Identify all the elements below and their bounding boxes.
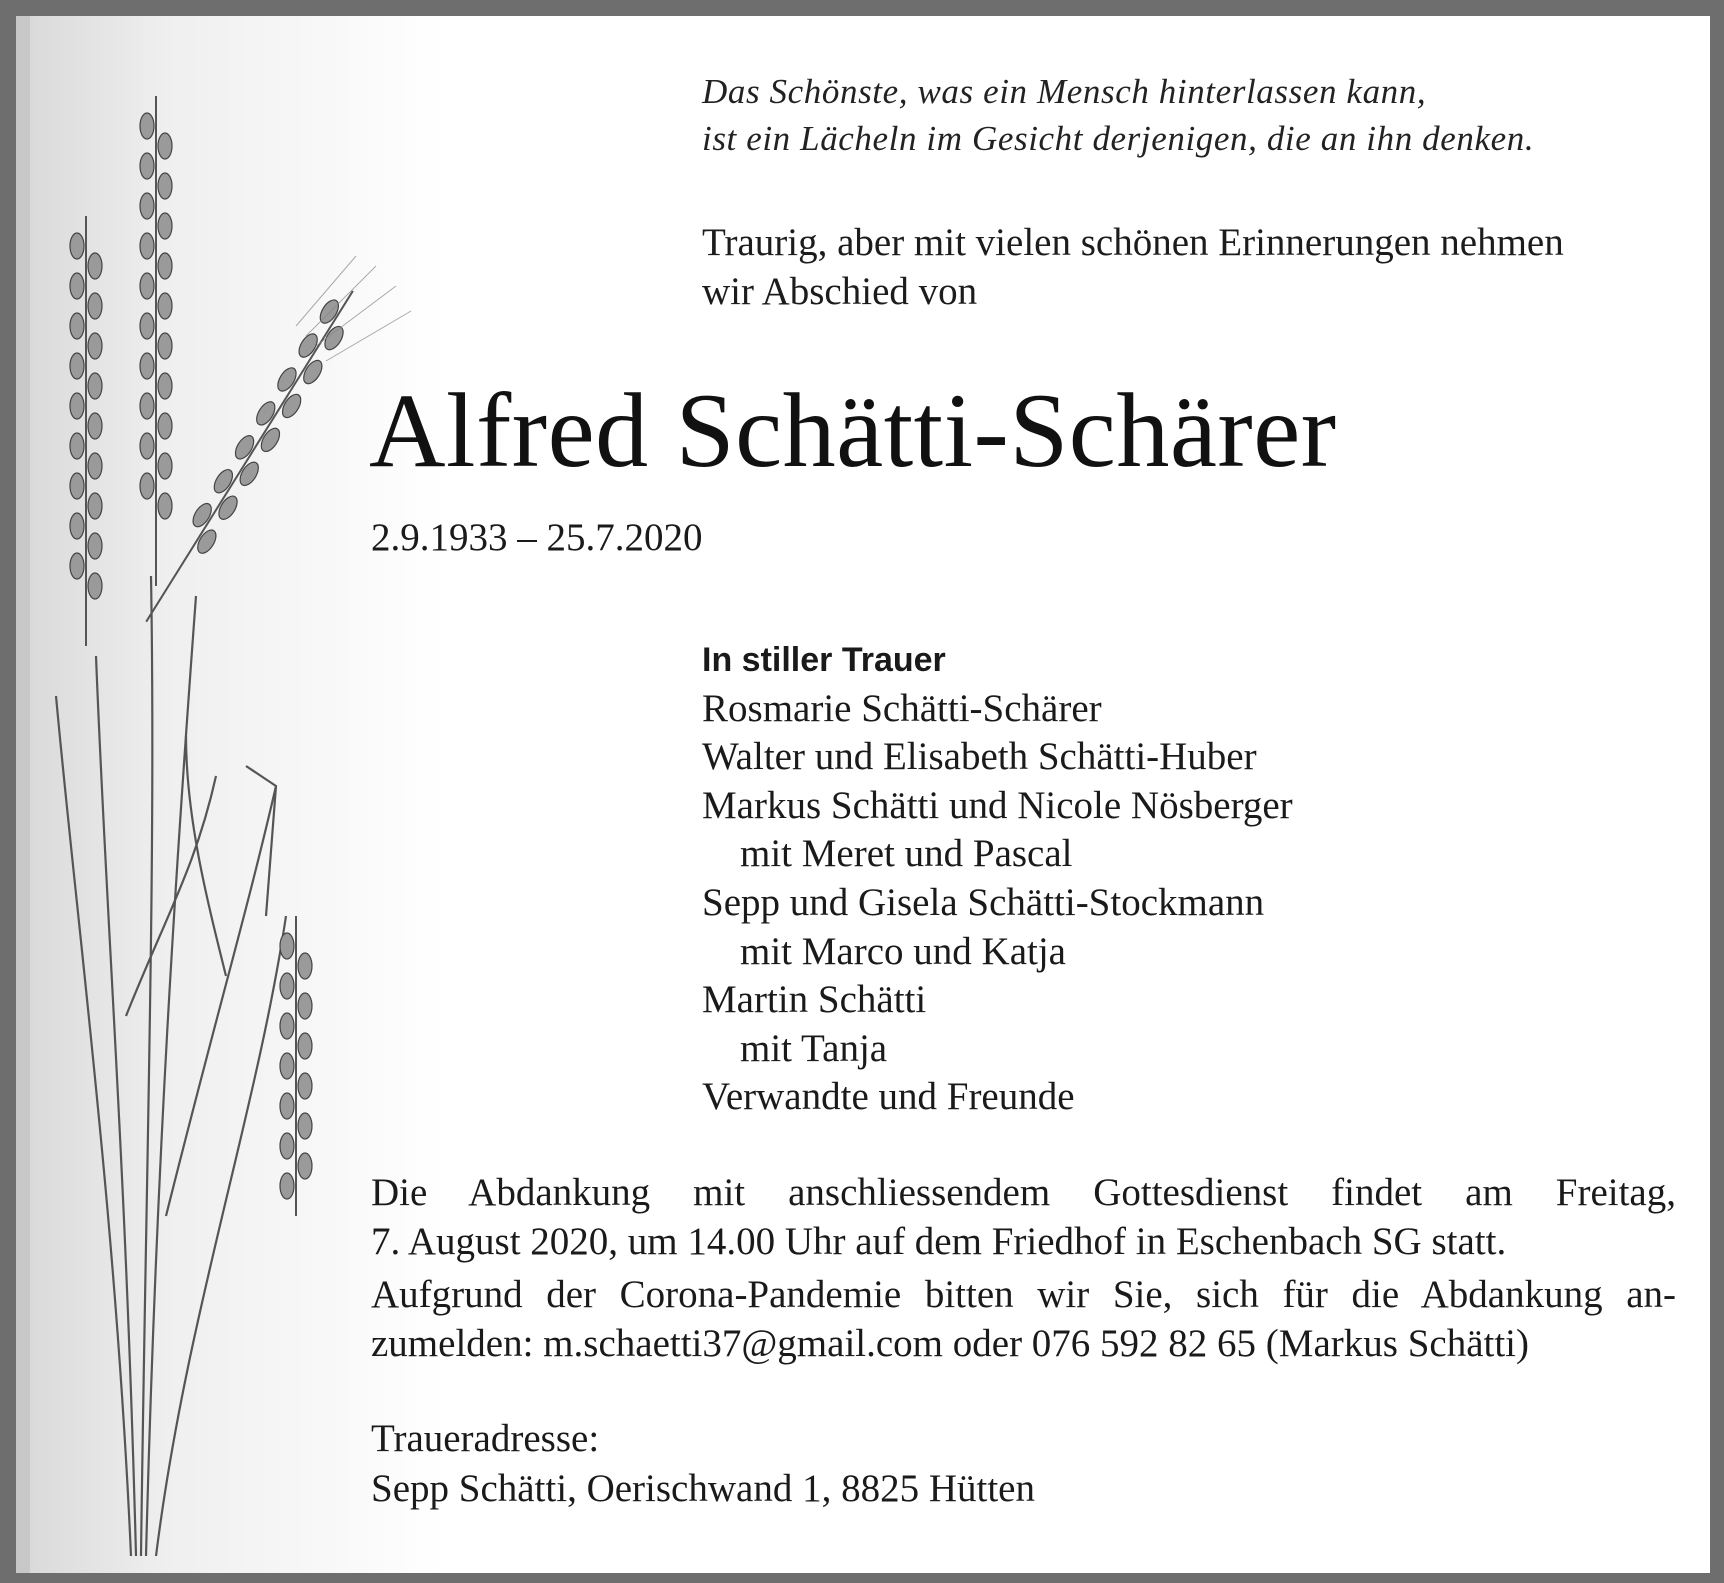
memorial-quote	[702, 68, 1534, 162]
mourner-line: Rosmarie Schätti-Schärer	[702, 686, 1102, 730]
address-value: Sepp Schätti, Oerischwand 1, 8825 Hütten	[371, 1467, 1035, 1510]
mourner-line: Markus Schätti und Nicole Nösberger	[702, 783, 1293, 827]
farewell-intro	[702, 218, 1564, 316]
service-paragraph-1	[371, 1168, 1676, 1266]
mourner-line: mit Marco und Katja	[740, 929, 1066, 973]
intro-line-2: wir Abschied von	[702, 270, 978, 313]
mourner-line: mit Meret und Pascal	[740, 832, 1073, 876]
obituary-page	[16, 16, 1710, 1573]
intro-line-1: Traurig, aber mit vielen schönen Erinnerungen nehmen	[702, 221, 1564, 264]
mourner-line: Sepp und Gisela Schätti-Stockmann	[702, 880, 1265, 924]
life-dates: 2.9.1933 – 25.7.2020	[371, 516, 703, 559]
quote-line-1: Das Schönste, was ein Mensch hinterlassen kann,	[702, 72, 1427, 111]
mourner-line: Walter und Elisabeth Schätti-Huber	[702, 735, 1257, 779]
address-label: Traueradresse:	[371, 1417, 600, 1460]
service-line-1: Die Abdankung mit anschliessendem Gottesdienst findet am Freitag,	[371, 1171, 1676, 1214]
mourners-heading: In stiller Trauer	[702, 641, 946, 679]
service-announcement	[371, 1168, 1676, 1372]
quote-line-2: ist ein Lächeln im Gesicht derjenigen, die an ihn denken.	[702, 119, 1535, 158]
mourner-line: Verwandte und Freunde	[702, 1075, 1075, 1119]
mourner-line: mit Tanja	[740, 1026, 888, 1070]
deceased-name: Alfred Schätti-Schärer	[369, 372, 1337, 489]
mourners-list	[702, 636, 1293, 1122]
service-line-2: 7. August 2020, um 14.00 Uhr auf dem Friedhof in Eschenbach SG statt.	[371, 1220, 1507, 1263]
service-paragraph-2	[371, 1270, 1676, 1368]
mourner-line: Martin Schätti	[702, 978, 927, 1022]
service-line-3: Aufgrund der Corona-Pandemie bitten wir Sie, sich für die Abdankung an-	[371, 1273, 1676, 1316]
service-line-4: zumelden: m.schaetti37@gmail.com oder 076 592 82 65 (Markus Schätti)	[371, 1322, 1530, 1365]
mourning-address	[371, 1414, 1035, 1514]
